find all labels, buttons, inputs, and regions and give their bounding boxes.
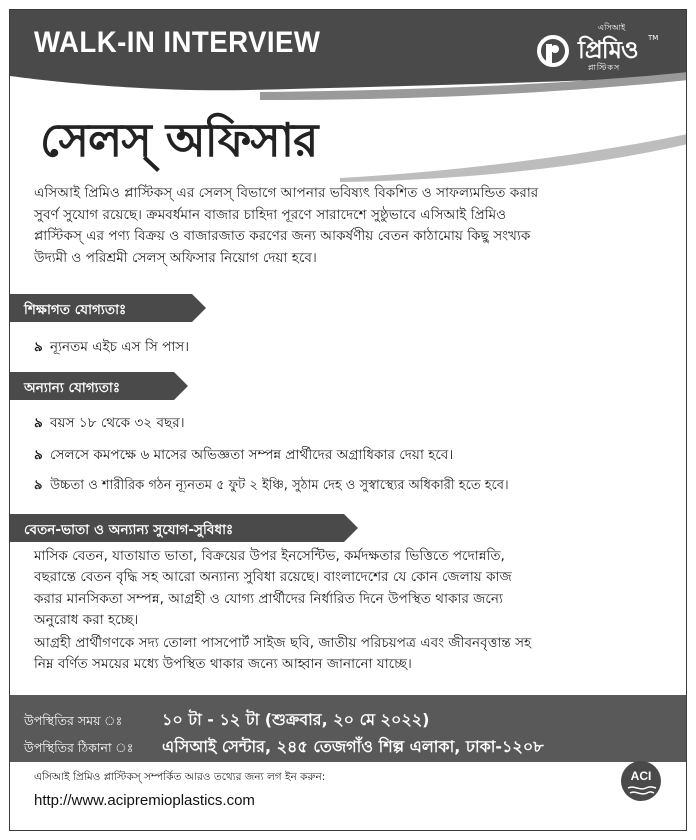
website-link[interactable]: http://www.acipremioplastics.com — [34, 792, 255, 809]
list-item — [34, 412, 674, 435]
aci-logo — [620, 760, 662, 802]
premio-logo-icon — [536, 34, 570, 68]
list-item — [34, 336, 674, 359]
job-title: সেলস্ অফিসার — [40, 113, 318, 167]
list-item — [34, 476, 674, 497]
attendance-time-value: ১০ টা - ১২ টা (শুক্রবার, ২০ মে ২০২২) — [162, 710, 430, 729]
intro-paragraph — [34, 183, 666, 269]
intro-line: সুবর্ণ সুযোগ রয়েছে। ক্রমবর্ধমান বাজার চাহিদা পূরণে সারাদেশে সুষ্ঠুভাবে এসিআই প্রিমিও — [34, 206, 507, 223]
benefits-line: করার মানসিকতা সম্পন্ন, আগ্রহী ও যোগ্য প্রার্থীদের নির্ধারিত দিনে উপস্থিত থাকার জন্যে — [34, 590, 503, 607]
list-item-text: সেলসে কমপক্ষে ৬ মাসের অভিজ্ঞতা সম্পন্ন প্রার্থীদের অগ্রাধিকার দেয়া হবে। — [50, 447, 454, 463]
decorative-swoosh — [10, 130, 687, 190]
section-other-heading — [10, 372, 192, 400]
section-benefits-heading — [10, 514, 362, 542]
aci-logo-text: ACI — [630, 769, 652, 783]
intro-line: উদ্যমী ও পরিশ্রমী সেলস্ অফিসার নিয়োগ দেয়া হবে। — [34, 249, 317, 266]
header-title: WALK-IN INTERVIEW — [34, 26, 321, 59]
benefits-line: অনুরোধ করা হচ্ছে। — [34, 611, 139, 628]
brand-sub: প্লাস্টিকস — [588, 63, 621, 72]
footer-note: এসিআই প্রিমিও প্লাস্টিকস্ সম্পর্কিত আরও তথ্যের জন্য লগ ইন করুন: — [34, 771, 326, 783]
bullet-icon: ৯ — [34, 415, 43, 431]
bullet-icon: ৯ — [34, 447, 43, 463]
section-education-heading — [10, 294, 210, 322]
header — [10, 10, 687, 120]
bullet-icon: ৯ — [34, 478, 43, 493]
list-item-text: উচ্চতা ও শারীরিক গঠন ন্যূনতম ৫ ফুট ২ ইঞ্চি, সুঠাম দেহ ও সুস্বাস্থ্যের অধিকারী হতে হবে। — [50, 478, 509, 493]
brand-tm: TM — [648, 34, 659, 42]
list-item — [34, 444, 674, 467]
advertisement — [9, 9, 687, 831]
attendance-place-row — [24, 734, 544, 761]
section-heading-text: অন্যান্য যোগ্যতাঃ — [24, 380, 121, 396]
premio-logo — [536, 20, 676, 82]
brand-name: প্রিমিও — [578, 36, 638, 64]
section-heading-text: শিক্ষাগত যোগ্যতাঃ — [24, 302, 127, 318]
attendance-place-label: উপস্থিতির ঠিকানা ঃ — [24, 740, 134, 755]
brand-top: এসিআই — [598, 23, 626, 32]
section-heading-text: বেতন-ভাতা ও অন্যান্য সুযোগ-সুবিধাঃ — [24, 522, 234, 538]
benefits-line: বছরান্তে বেতন বৃদ্ধি সহ আরো অন্যান্য সুবিধা রয়েছে। বাংলাদেশের যে কোন জেলায় কাজ — [34, 569, 512, 586]
benefits-line: মাসিক বেতন, যাতায়াত ভাতা, বিক্রয়ের উপর ইনসেন্টিভ, কর্মদক্ষতার ভিত্তিতে পদোন্নতি, — [34, 548, 505, 564]
list-item-text: ন্যূনতম এইচ এস সি পাস। — [50, 339, 190, 355]
attendance-info-band — [10, 695, 687, 762]
benefits-paragraph — [34, 546, 666, 676]
list-item-text: বয়স ১৮ থেকে ৩২ বছর। — [50, 415, 185, 431]
attendance-time-row — [24, 707, 430, 734]
intro-line: প্লাস্টিকস্ এর পণ্য বিক্রয় ও বাজারজাত করণের জন্য আকর্ষণীয় বেতন কাঠামোয় কিছু সংখ্যক — [34, 228, 531, 244]
benefits-line: নিম্ন বর্ণিত সময়ের মধ্যে উপস্থিত থাকার জন্যে আহ্বান জানানো যাচ্ছে। — [34, 656, 412, 673]
bullet-icon: ৯ — [34, 339, 43, 355]
benefits-line: আগ্রহী প্রার্থীগণকে সদ্য তোলা পাসপোর্ট সাইজ ছবি, জাতীয় পরিচয়পত্র এবং জীবনবৃত্তান্ত সহ — [34, 635, 532, 652]
intro-line: এসিআই প্রিমিও প্লাস্টিকস্ এর সেলস্ বিভাগে আপনার ভবিষ্যৎ বিকশিত ও সাফল্যমন্ডিত করার — [34, 185, 539, 201]
attendance-time-label: উপস্থিতির সময় ঃ — [24, 713, 123, 728]
attendance-place-value: এসিআই সেন্টার, ২৪৫ তেজগাঁও শিল্প এলাকা, ঢাকা-১২০৮ — [162, 737, 544, 756]
